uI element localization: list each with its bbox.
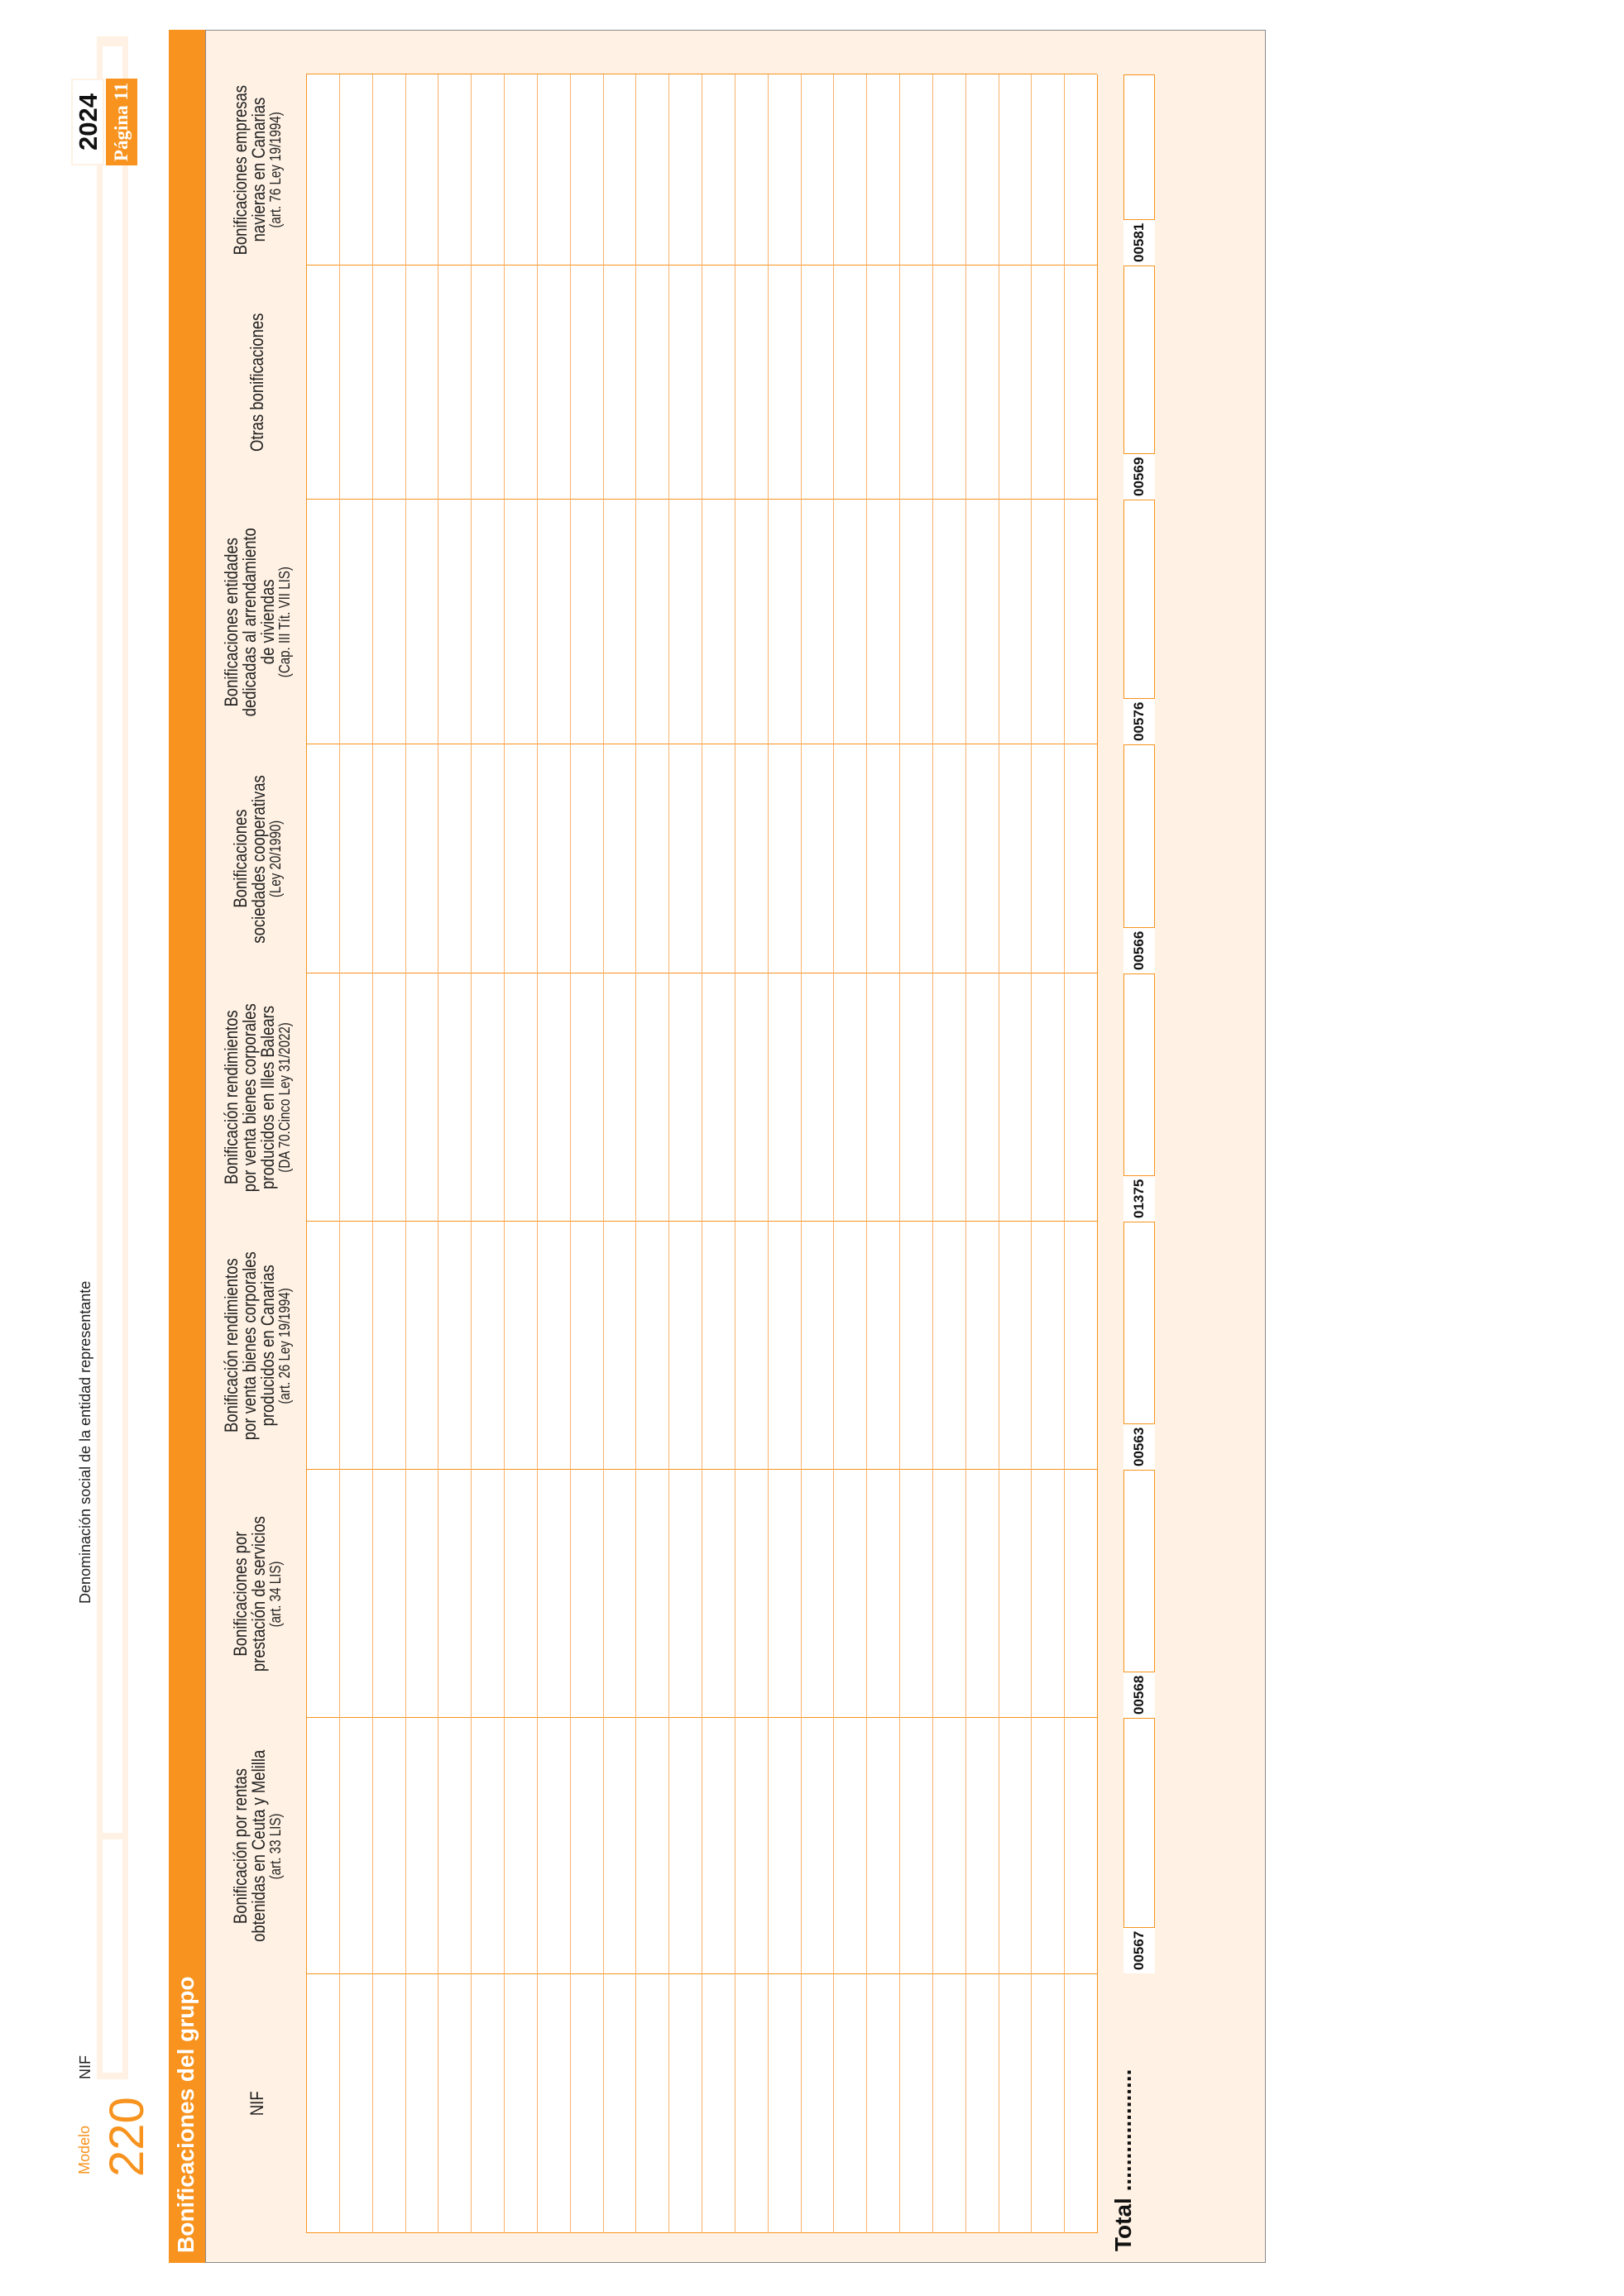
section-band (169, 30, 205, 2263)
col-header-canarias-bienes (212, 1222, 303, 1470)
grid-row-line (405, 74, 406, 2233)
modelo-number: 220 (100, 2097, 154, 2177)
total-code: 00566 (1123, 927, 1155, 973)
total-code: 00576 (1123, 698, 1155, 744)
col-header-ceuta-melilla (212, 1718, 303, 1974)
total-code: 00569 (1123, 453, 1155, 500)
nif-label: NIF (77, 2055, 93, 2079)
grid-row-line (965, 74, 966, 2233)
col-header-line: obtenidas en Ceuta y Melilla (248, 1749, 269, 1943)
grid-row-line (570, 74, 571, 2233)
total-code: 00563 (1123, 1423, 1155, 1470)
col-header-arrendamiento-viviendas (212, 500, 303, 744)
grid-row-line (635, 74, 636, 2233)
denominacion-input[interactable] (103, 46, 122, 1833)
col-header-line: dedicadas al arrendamiento (239, 527, 260, 717)
grid-row-line (339, 74, 340, 2233)
col-header-line: Bonificación rendimientos (221, 1010, 242, 1185)
col-header-line: producidos en Illes Balears (257, 1006, 278, 1189)
grid-row-line (471, 74, 472, 2233)
grid-row-line (504, 74, 505, 2233)
col-header-line: NIF (247, 2091, 267, 2117)
col-header-line: Bonificaciones (230, 809, 251, 909)
total-code: 01375 (1123, 1175, 1155, 1222)
col-header-ref: (DA 70.Cinco Ley 31/2022) (276, 1022, 293, 1173)
grid-row-line (537, 74, 538, 2233)
grid-row-line (306, 74, 307, 2233)
col-header-line: prestación de servicios (248, 1516, 269, 1672)
col-header-line: Bonificación por rentas (230, 1768, 251, 1925)
col-header-prestacion-servicios (212, 1470, 303, 1718)
col-header-ref: (art. 33 LIS) (267, 1813, 284, 1879)
denominacion-label: Denominación social de la entidad representante (77, 1280, 93, 1604)
grid-row-line (768, 74, 769, 2233)
grid-row-line (932, 74, 933, 2233)
col-header-cooperativas (212, 744, 303, 973)
grid-row-line (801, 74, 802, 2233)
col-header-line: por venta bienes corporales (239, 1002, 260, 1193)
grid-row-line (1097, 74, 1098, 2233)
col-header-line: navieras en Canarias (248, 98, 269, 242)
col-header-line: por venta bienes corporales (239, 1251, 260, 1441)
col-header-ref: (art. 26 Ley 19/1994) (276, 1287, 293, 1404)
col-header-line: Bonificación rendimientos (221, 1258, 242, 1433)
page-badge: Página 11 (106, 79, 137, 165)
grid-row-line (1031, 74, 1032, 2233)
grid-row-line (866, 74, 867, 2233)
col-header-line: Bonificaciones por (230, 1531, 251, 1657)
year-box: 2024 (71, 79, 104, 165)
col-header-line: Bonificaciones empresas (230, 84, 251, 256)
col-header-line: Bonificaciones entidades (221, 537, 242, 707)
total-label: Total ................... (1110, 2069, 1136, 2251)
col-header-illes-balears (212, 973, 303, 1222)
col-header-otras (212, 265, 303, 500)
total-code: 00568 (1123, 1672, 1155, 1718)
col-header-line: producidos en Canarias (257, 1265, 278, 1427)
col-header-ref: (Ley 20/1990) (267, 820, 284, 898)
grid-row-line (1064, 74, 1065, 2233)
total-code: 00581 (1123, 219, 1155, 265)
section-title: Bonificaciones del grupo (173, 1976, 199, 2253)
grid-row-line (833, 74, 834, 2233)
col-header-navieras-canarias (212, 74, 303, 265)
grid-row-line (899, 74, 900, 2233)
col-header-nif (212, 1974, 303, 2233)
modelo-label: Modelo (76, 2125, 93, 2174)
grid-row-line (668, 74, 669, 2233)
grid-row-line (372, 74, 373, 2233)
col-header-line: Otras bonificaciones (247, 313, 267, 452)
col-header-line: de viviendas (257, 579, 278, 665)
grid-row-line (603, 74, 604, 2233)
total-code: 00567 (1123, 1927, 1155, 1973)
col-header-ref: (Cap. III Tít. VII LIS) (276, 566, 293, 678)
col-header-line: sociedades cooperativas (248, 774, 269, 944)
col-header-ref: (art. 76 Ley 19/1994) (267, 112, 284, 228)
col-header-ref: (art. 34 LIS) (267, 1561, 284, 1627)
